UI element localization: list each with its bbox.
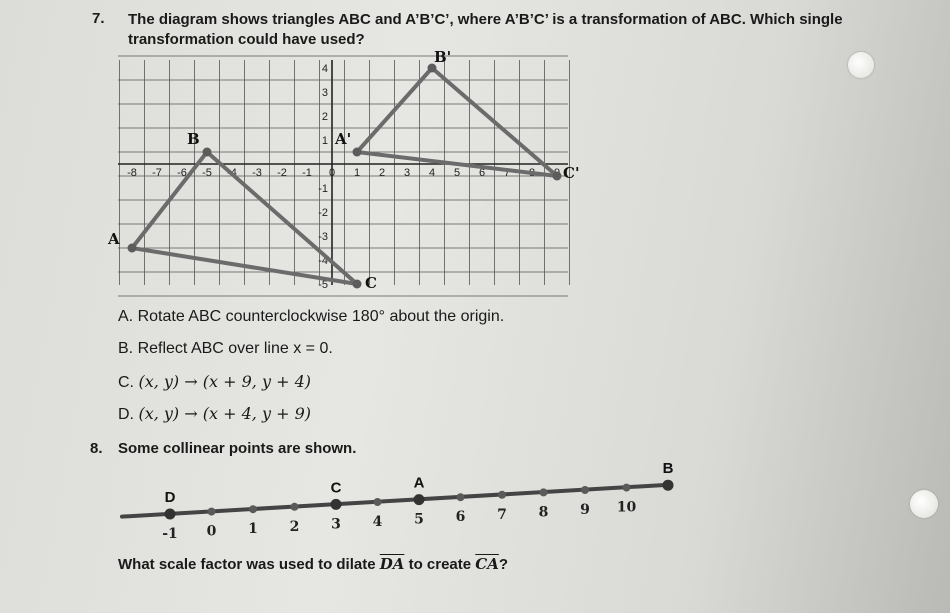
prompt-middle: to create [404,556,476,573]
y-tick-label: -2 [318,207,328,219]
x-tick-label: 6 [478,167,486,179]
y-tick-label: -3 [318,231,328,243]
triangle-a-prime-b-prime-c-prime-vertex [353,148,362,157]
question-8-prompt [118,555,508,573]
x-tick-label: -5 [202,167,212,179]
y-tick-label: 1 [321,135,328,147]
number-line-tick [581,486,589,494]
number-line-tick [498,491,506,499]
x-tick-label: -4 [227,167,237,179]
y-tick-label: 3 [321,87,328,99]
y-tick-label: -1 [318,183,328,195]
number-line-label: -1 [162,526,178,542]
choice-d[interactable] [118,404,311,424]
y-tick-label: 4 [321,63,328,75]
x-tick-label: 5 [453,167,461,179]
x-tick-label: 3 [403,167,411,179]
x-tick-label: -8 [127,167,137,179]
choice-c-text: (x, y) → (x + 9, y + 4) [138,372,311,391]
triangle-abc-vertex-label: C [365,274,377,292]
number-line-label: 10 [616,499,637,516]
choice-c-letter: C. [118,374,134,391]
point-label-a: A [413,474,425,492]
number-line-tick [623,484,631,492]
x-tick-label: -1 [302,167,312,179]
triangle-abc-vertex-label: A [108,230,120,248]
x-tick-label: 2 [378,167,386,179]
number-line-label: 8 [538,504,549,521]
triangle-a-prime-b-prime-c-prime-vertex-label: A' [335,130,352,148]
number-line-label: 2 [289,518,300,535]
prompt-prefix: What scale factor was used to dilate [118,556,380,573]
binder-hole-bottom [910,490,938,518]
number-line-label: 5 [414,511,424,528]
choice-a-letter: A. [118,308,134,325]
point-label-c: C [330,479,342,497]
number-line [110,450,674,550]
choice-c[interactable] [118,372,311,392]
x-tick-label: 4 [428,167,436,179]
choice-b-letter: B. [118,340,134,357]
triangle-a-prime-b-prime-c-prime-vertex-label: C' [563,164,580,182]
x-tick-label: -2 [277,167,287,179]
number-line-label: 9 [580,502,590,518]
y-tick-label: 2 [321,111,328,123]
number-line-label: 0 [206,523,217,540]
triangle-abc-vertex [128,244,137,253]
y-tick-label: -4 [318,255,328,267]
number-line-tick [457,493,465,501]
number-line-tick [374,498,382,506]
point-a [414,494,425,505]
question-8-number: 8. [90,440,103,457]
point-d [165,509,176,520]
number-line-label: 7 [497,506,507,523]
x-tick-label: -7 [152,167,162,179]
x-tick-label: -3 [252,167,262,179]
point-b [663,480,674,491]
triangle-a-prime-b-prime-c-prime-vertex [553,172,562,181]
number-line-label: 4 [372,514,383,530]
segment-da: $\overline{DA}$ [379,555,405,573]
point-label-b: B [662,460,674,478]
number-line-label: 6 [455,509,466,526]
triangle-abc-vertex [353,280,362,289]
triangle-abc-vertex-label: B [187,130,200,148]
question-7-number: 7. [92,10,105,27]
x-tick-label: 0 [328,167,336,179]
number-line-label: 3 [331,516,341,533]
coordinate-graph [108,48,580,292]
question-7-text: The diagram shows triangles ABC and A’B’C’, where A’B’C’ is a transformation of ABC. Which single transformation could have used? [128,11,843,48]
choice-a[interactable] [118,308,504,326]
point-c [331,499,342,510]
x-tick-label: 7 [503,167,511,179]
triangle-abc-vertex [203,148,212,157]
number-line-tick [540,488,548,496]
number-line-label: 1 [248,521,258,538]
segment-ca: $\overline{CA}$ [475,555,499,573]
prompt-suffix: ? [498,556,509,573]
choice-d-letter: D. [118,406,134,423]
point-label-d: D [164,489,176,506]
number-line-tick [249,505,257,513]
coordinate-grid-svg [108,48,580,292]
triangle-a-prime-b-prime-c-prime-vertex-label: B' [434,48,452,66]
x-tick-label: -6 [177,167,187,179]
number-line-svg [110,450,674,545]
choice-d-text: (x, y) → (x + 4, y + 9) [138,404,311,423]
x-tick-label: 8 [528,167,536,179]
x-tick-label: 1 [353,167,361,179]
choice-b-text: Reflect ABC over line x = 0. [137,340,333,357]
choice-a-text: Rotate ABC counterclockwise 180° about the origin. [137,308,505,325]
number-line-tick [208,508,216,516]
number-line-tick [291,503,299,511]
choice-b[interactable] [118,340,333,358]
binder-hole-top [848,52,874,78]
y-tick-label: -5 [318,279,328,291]
triangle-a-prime-b-prime-c-prime [357,68,557,176]
question-8-text: Some collinear points are shown. [118,440,357,457]
